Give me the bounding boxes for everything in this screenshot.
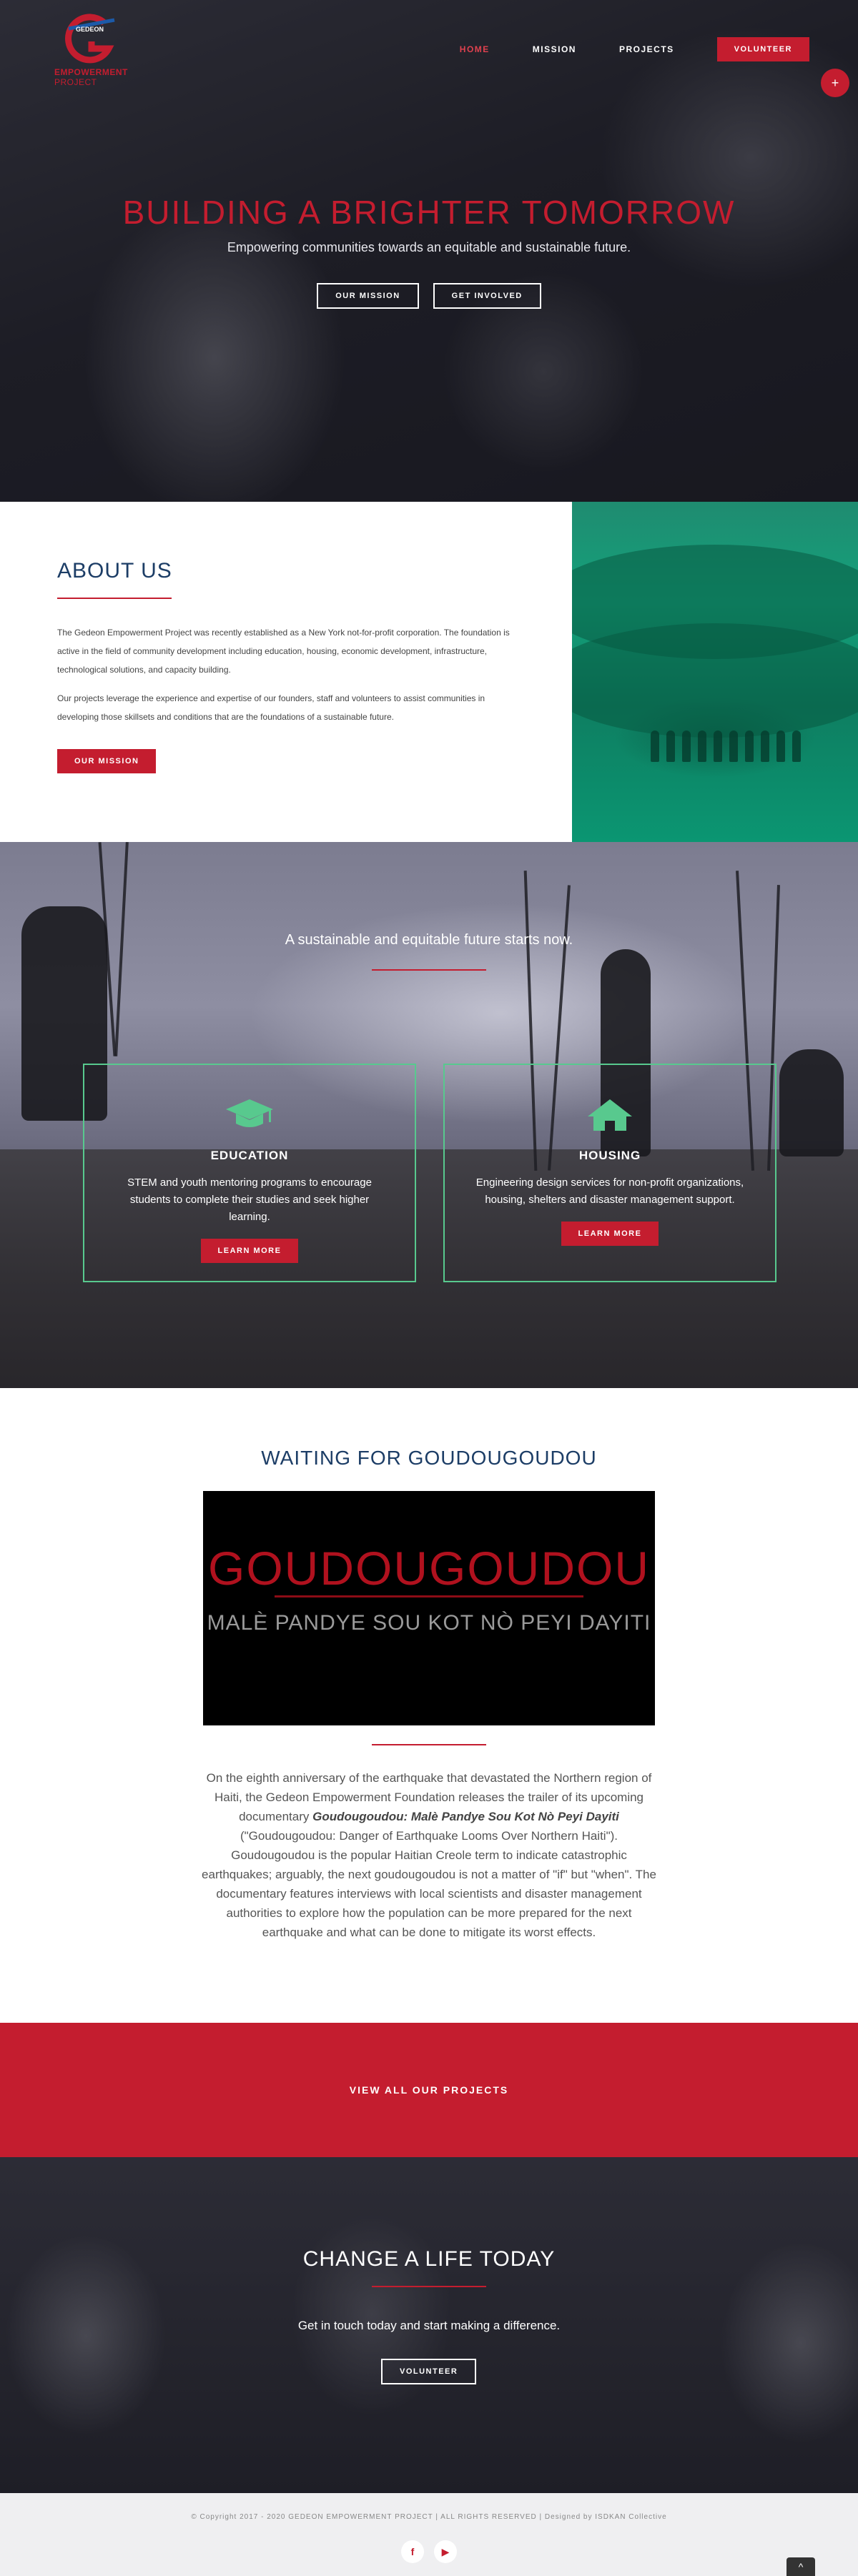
cta-divider [372,2286,486,2287]
graduation-cap-icon [225,1096,275,1132]
logo-g-mark-icon [54,13,123,67]
logo-text-line1: EMPOWERMENT [54,67,128,77]
nav-volunteer-button[interactable]: VOLUNTEER [717,37,809,61]
our-mission-button[interactable]: OUR MISSION [317,283,418,309]
education-card [83,1064,416,1282]
video-title-underline [275,1595,583,1597]
about-paragraph-2: Our projects leverage the experience and expertise of our founders, staff and volunteers to assist communities in developing those skillsets and conditions that are the foundations of a sustainable future. [57,693,485,722]
worker-figure [779,1049,844,1156]
site-logo[interactable] [54,13,133,91]
video-player[interactable] [203,1491,655,1725]
cta-volunteer-button[interactable]: VOLUNTEER [381,2359,476,2384]
hero-buttons [0,283,858,309]
video-divider [372,1744,486,1745]
services-divider [372,969,486,971]
footer-copyright: © Copyright 2017 - 2020 GEDEON EMPOWERMENT PROJECT | ALL RIGHTS RESERVED | Designed by ISDKAN Collective [191,2513,667,2521]
services-heading: A sustainable and equitable future starts now. [285,932,573,948]
housing-learn-more-button[interactable]: LEARN MORE [561,1222,659,1246]
get-involved-button[interactable]: GET INVOLVED [433,283,541,309]
plus-icon[interactable]: + [821,69,849,97]
housing-title: HOUSING [578,1149,641,1162]
social-links [0,2540,858,2563]
view-all-projects-link[interactable]: VIEW ALL OUR PROJECTS [349,2084,509,2096]
about-heading: ABOUT US [57,559,172,583]
youtube-icon[interactable]: ▶ [434,2540,457,2563]
about-our-mission-button[interactable]: OUR MISSION [57,749,156,773]
hero-title: BUILDING A BRIGHTER TOMORROW [122,194,736,231]
about-content [0,502,572,842]
projects-banner [0,2023,858,2157]
facebook-icon[interactable]: f [401,2540,424,2563]
documentary-title: Goudougoudou: Malè Pandye Sou Kot Nò Peyi Dayiti [312,1810,619,1823]
home-icon [585,1096,635,1132]
nav-mission[interactable]: MISSION [532,44,576,54]
education-text: STEM and youth mentoring programs to encourage students to complete their studies and seek higher learning. [127,1176,372,1223]
housing-card [443,1064,776,1282]
about-image [572,502,858,842]
video-section [0,1388,858,2023]
video-heading: WAITING FOR GOUDOUGOUDOU [261,1447,597,1469]
about-paragraph-1: The Gedeon Empowerment Project was recently established as a New York not-for-profit corporation. The foundation is active in the field of community development including education, housing, economic development, infrastructure, technological solutions, and capacity building. [57,628,510,675]
svg-text:GEDEON: GEDEON [76,26,104,33]
education-learn-more-button[interactable]: LEARN MORE [201,1239,299,1263]
about-divider [57,598,172,599]
image-hill [572,623,858,738]
video-description: On the eighth anniversary of the earthquake that devastated the Northern region of Haiti, the Gedeon Empowerment Foundation releases the trailer of its upcoming documentary Goudougoudou: Malè Pandye Sou Kot Nò Peyi Dayiti ("Goudougoudou: Danger of Earthquake Looms Over Northern Haiti"). Goudougoudou is the popular Haitian Creole term to indicate catastrophic earthquakes; arguably, the next goudougoudou is not a matter of "if" but "when". The documentary features interviews with local scientists and disaster management authorities to explore how the population can be more prepared for the next earthquake and what can be done to mitigate its worst effects. [202,1771,656,1939]
cta-heading: CHANGE A LIFE TODAY [302,2247,556,2271]
video-title-card: GOUDOUGOUDOU [208,1542,650,1595]
hero-section [0,0,858,502]
back-to-top-icon[interactable]: ^ [786,2557,815,2576]
image-people [651,730,801,762]
education-title: EDUCATION [210,1149,289,1162]
about-section [0,502,858,842]
cta-text: Get in touch today and start making a difference. [297,2319,561,2332]
hero-subtitle: Empowering communities towards an equitable and sustainable future. [227,240,631,254]
services-section [0,842,858,1388]
footer [0,2493,858,2576]
cta-section [0,2157,858,2493]
main-nav [460,37,809,61]
logo-text-line2: PROJECT [54,77,97,87]
nav-home[interactable]: HOME [459,44,490,54]
nav-projects[interactable]: PROJECTS [618,44,674,54]
video-subtitle-card: MALÈ PANDYE SOU KOT NÒ PEYI DAYITI [207,1611,651,1635]
housing-text: Engineering design services for non-profit organizations, housing, shelters and disaster management support. [475,1176,744,1206]
